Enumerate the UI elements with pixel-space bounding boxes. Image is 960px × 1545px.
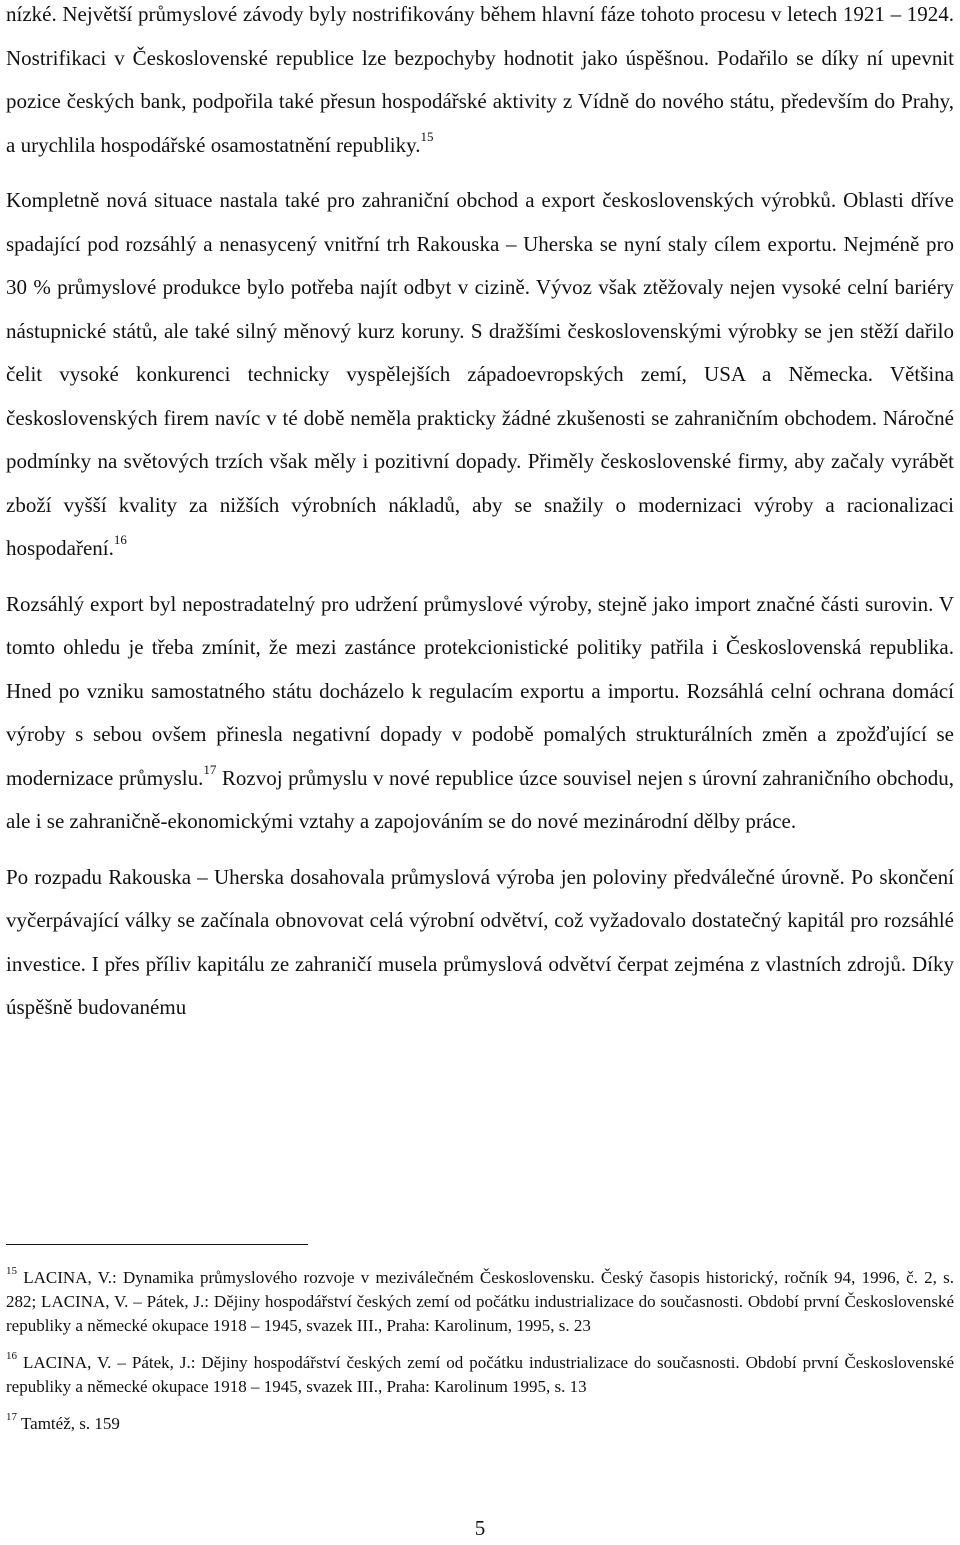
document-page — [6, 0, 954, 1030]
footnote-number: 16 — [6, 1350, 17, 1363]
paragraph-4-text: Po rozpadu Rakouska – Uherska dosahovala průmyslová výroba jen poloviny předválečné úrovně. Po skončení vyčerpávající války se začínala obnovovat celá výrobní odvětví, což vyžadovalo dostatečný kapitál pro rozsáhlé investice. I přes příliv kapitálu ze zahraničí musela průmyslová odvětví čerpat zejména z vlastních zdrojů. Díky úspěšně budovanému — [6, 864, 954, 1019]
footnote-number: 15 — [6, 1265, 17, 1278]
footnote-16 — [6, 1351, 954, 1399]
paragraph-2-text: Kompletně nová situace nastala také pro zahraniční obchod a export československých výrobků. Oblasti dříve spadající pod rozsáhlý a nenasycený vnitřní trh Rakouska – Uherska se nyní staly cílem exportu. Nejméně pro 30 % průmyslové produkce bylo potřeba najít odbyt v cizině. Vývoz však ztěžovaly nejen vysoké celní bariéry nástupnické států, ale také silný měnový kurz koruny. S dražšími československými výrobky se jen stěží dařilo čelit vysoké konkurenci technicky vyspělejších západoevropských zemí, USA a Německa. Většina československých firem navíc v té době neměla prakticky žádné zkušenosti se zahraničním obchodem. Náročné podmínky na světových trzích však měly i pozitivní dopady. Přiměly československé firmy, aby začaly vyrábět zboží vyšší kvality za nižších výrobních nákladů, aby se snažily o modernizaci výroby a racionalizaci hospodaření. — [6, 188, 954, 560]
footnote-text: Tamtéž, s. 159 — [20, 1414, 120, 1433]
footnote-separator — [6, 1244, 308, 1245]
paragraph-3-text: Rozsáhlý export byl nepostradatelný pro udržení průmyslové výroby, stejně jako import značné části surovin. V tomto ohledu je třeba zmínit, že mezi zastánce protekcionistické politiky patřila i Československá republika. Hned po vzniku samostatného státu docházelo k regulacím exportu a importu. Rozsáhlá celní ochrana domácí výroby s sebou ovšem přinesla negativní dopady v podobě pomalých strukturálních změn a zpožďující se modernizace průmyslu. — [6, 591, 954, 790]
footnote-ref-17[interactable]: 17 — [203, 761, 217, 777]
footnote-ref-16[interactable]: 16 — [113, 532, 127, 547]
paragraph-1-text: nízké. Největší průmyslové závody byly nostrifikovány během hlavní fáze tohoto procesu v letech 1921 – 1924. Nostrifikaci v Československé republice lze bezpochyby hodnotit jako úspěšnou. Podařilo se díky ní upevnit pozice českých bank, podpořila také přesun hospodářské aktivity z Vídně do nového státu, především do Prahy, a urychlila hospodářské osamostatnění republiky. — [6, 2, 954, 157]
paragraph-2 — [6, 179, 954, 571]
paragraph-1 — [6, 0, 954, 167]
footnote-text: LACINA, V. – Pátek, J.: Dějiny hospodářství českých zemí od počátku industrializace do současnosti. Období první Československé republiky a německé okupace 1918 – 1945, svazek III., Praha: Karolinum 1995, s. 13 — [6, 1353, 954, 1396]
footnotes — [6, 1266, 954, 1449]
footnote-17 — [6, 1412, 954, 1436]
page-number: 5 — [474, 1516, 486, 1540]
footnote-text: LACINA, V.: Dynamika průmyslového rozvoje v meziválečném Československu. Český časopis historický, ročník 94, 1996, č. 2, s. 282; LACINA, V. – Pátek, J.: Dějiny hospodářství českých zemí od počátku industrializace do současnosti. Období první Československé republiky a německé okupace 1918 – 1945, svazek III., Praha: Karolinum, 1995, s. 23 — [6, 1268, 954, 1335]
paragraph-3-text-after: Rozvoj průmyslu v nové republice úzce souvisel nejen s úrovní zahraničního obchodu, ale i se zahraničně-ekonomickými vztahy a zapojováním se do nové mezinárodní dělby práce. — [6, 765, 954, 833]
footnote-number: 17 — [6, 1411, 17, 1424]
paragraph-4 — [6, 856, 954, 1030]
paragraph-3 — [6, 583, 954, 844]
footnote-ref-15[interactable]: 15 — [420, 128, 434, 144]
footnote-15 — [6, 1266, 954, 1338]
